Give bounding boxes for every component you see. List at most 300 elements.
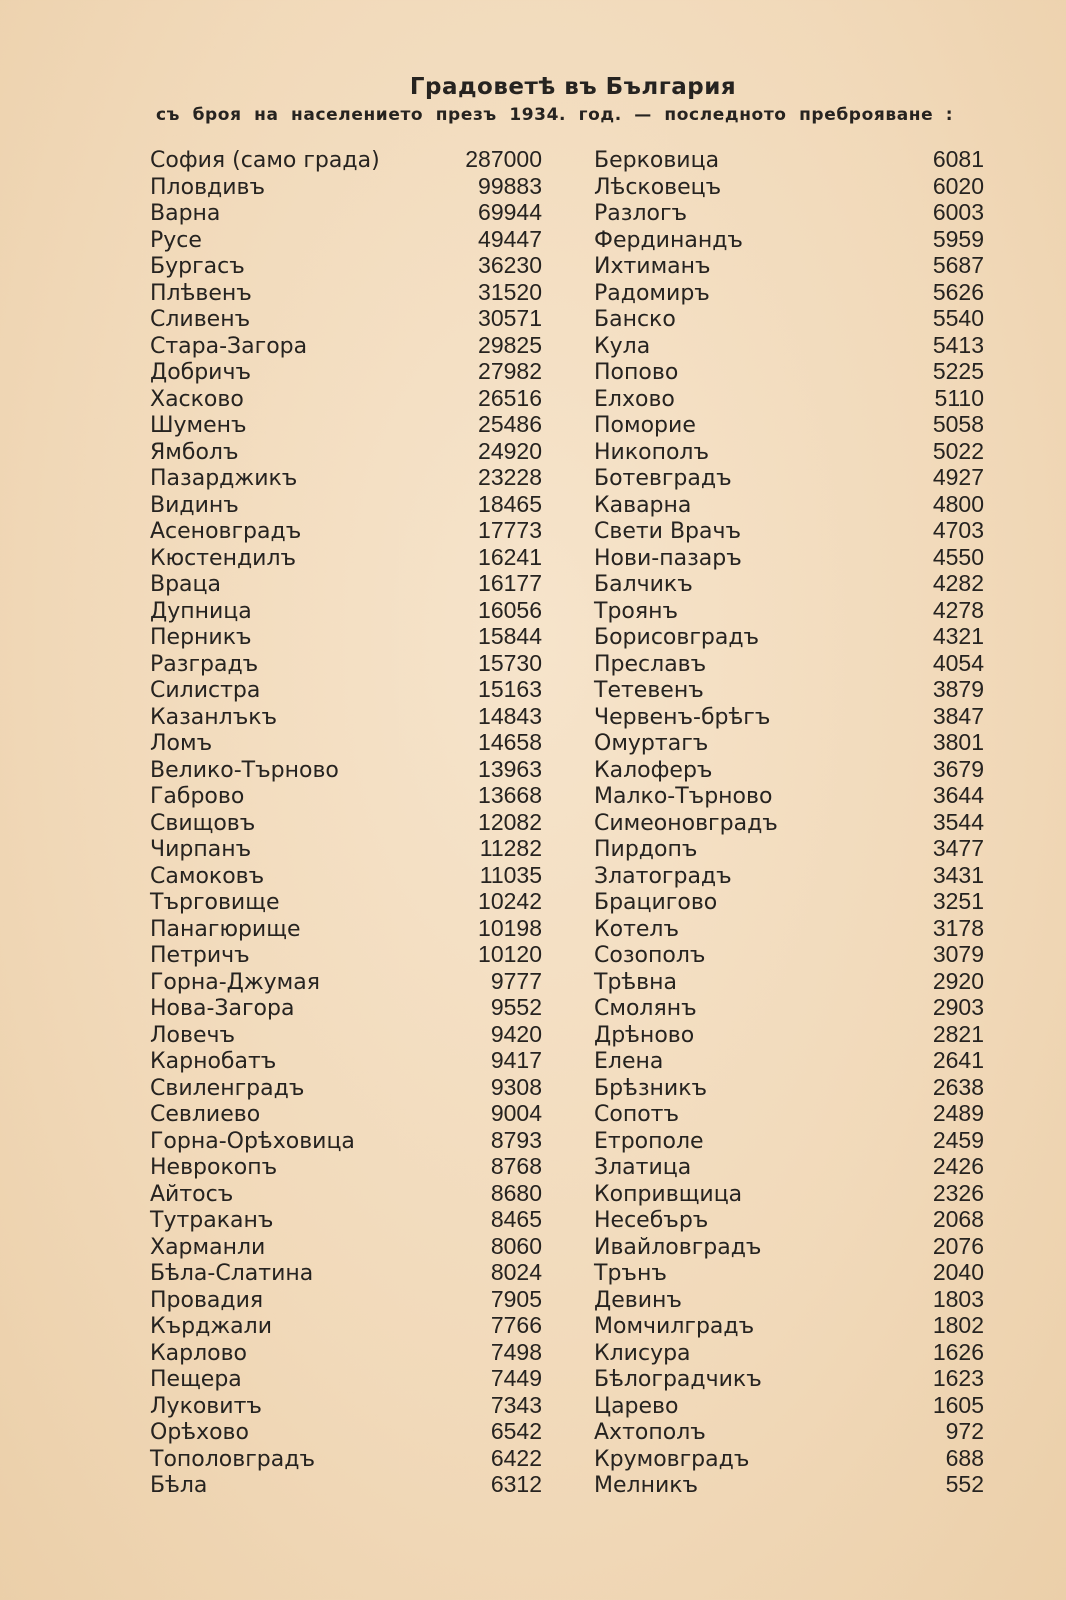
city-population: 4054	[932, 649, 984, 676]
city-name: Бѣлоградчикъ	[594, 1367, 762, 1392]
city-name: Карнобатъ	[150, 1049, 277, 1074]
city-name: Несебъръ	[594, 1208, 709, 1233]
city-row	[150, 623, 542, 650]
page-subtitle: съ броя на населението презъ 1934. год. — последното преброяване :	[156, 105, 954, 125]
city-name: Крумовградъ	[594, 1446, 750, 1472]
city-row	[150, 597, 542, 624]
city-population: 5022	[932, 437, 984, 464]
city-row	[150, 1206, 542, 1233]
city-row	[594, 1445, 984, 1472]
city-row	[594, 1286, 984, 1313]
city-name: Велико-Търново	[150, 757, 339, 783]
city-row	[150, 729, 542, 756]
city-row	[150, 1100, 542, 1127]
city-row	[594, 650, 984, 677]
city-population: 8793	[490, 1126, 542, 1153]
city-name: Каварна	[594, 492, 692, 518]
city-name: Нови-пазаръ	[594, 545, 742, 571]
city-row	[150, 544, 542, 571]
city-population: 9417	[490, 1047, 542, 1073]
city-population: 2489	[932, 1100, 984, 1126]
city-population: 10242	[478, 888, 542, 914]
city-row	[150, 570, 542, 597]
city-row	[150, 146, 542, 173]
city-population: 11035	[479, 861, 542, 888]
city-name: Асеновградъ	[150, 519, 302, 544]
city-population: 2920	[932, 967, 984, 994]
city-name: Котелъ	[594, 916, 680, 942]
city-name: Преславъ	[594, 651, 707, 677]
city-population: 8465	[490, 1206, 542, 1232]
city-population: 3079	[932, 941, 984, 967]
city-name: Червенъ-брѣгъ	[594, 704, 771, 730]
city-population: 1626	[932, 1338, 984, 1365]
city-row	[150, 703, 542, 730]
city-name: Айтосъ	[150, 1181, 234, 1207]
city-name: Пловдивъ	[150, 174, 266, 200]
city-name: Малко-Търново	[594, 784, 773, 809]
city-name: Ивайловградъ	[594, 1234, 762, 1260]
city-name: Силистра	[150, 678, 261, 703]
city-population: 36230	[478, 252, 542, 278]
city-name: Омуртагъ	[594, 731, 709, 756]
city-row	[150, 1180, 542, 1207]
city-row	[150, 1127, 542, 1154]
city-row	[594, 517, 984, 544]
city-name: Горна-Джумая	[150, 969, 320, 995]
left-city-list	[150, 146, 542, 1498]
city-row	[150, 1259, 542, 1286]
city-population: 1802	[932, 1312, 984, 1338]
city-name: Пещера	[150, 1367, 242, 1392]
city-population: 4321	[932, 623, 984, 649]
city-population: 688	[945, 1444, 984, 1471]
city-population: 2326	[932, 1179, 984, 1206]
city-row	[150, 332, 542, 359]
city-name: Тутраканъ	[150, 1208, 274, 1233]
city-population: 6020	[932, 172, 984, 199]
city-row	[594, 968, 984, 995]
city-population: 31520	[478, 278, 542, 305]
city-row	[594, 279, 984, 306]
city-row	[594, 1418, 984, 1445]
city-row	[150, 385, 542, 412]
city-row	[594, 464, 984, 491]
city-row	[594, 146, 984, 173]
city-row	[150, 650, 542, 677]
city-row	[150, 1392, 542, 1419]
city-population: 2459	[932, 1126, 984, 1153]
city-name: Свети Врачъ	[594, 519, 742, 544]
city-population: 18465	[478, 490, 542, 517]
city-row	[150, 411, 542, 438]
city-population: 9308	[490, 1073, 542, 1100]
city-name: Клисура	[594, 1340, 691, 1366]
city-population: 5626	[932, 278, 984, 305]
city-row	[594, 173, 984, 200]
city-name: Лѣсковецъ	[594, 174, 722, 200]
city-population: 5110	[934, 384, 984, 411]
city-row	[150, 252, 542, 279]
city-name: Свиленградъ	[150, 1075, 305, 1101]
city-name: Царево	[594, 1393, 679, 1419]
city-name: Шуменъ	[150, 413, 247, 438]
city-population: 9777	[490, 967, 542, 994]
city-name: Хасково	[150, 386, 244, 412]
city-population: 2903	[932, 994, 984, 1020]
city-population: 8680	[490, 1179, 542, 1206]
city-row	[150, 438, 542, 465]
city-population: 3544	[932, 808, 984, 835]
city-row	[594, 411, 984, 438]
city-population: 287000	[465, 146, 542, 172]
city-row	[594, 597, 984, 624]
city-population: 3679	[932, 755, 984, 782]
city-name: Ботевградъ	[594, 466, 732, 491]
city-name: Перникъ	[150, 625, 252, 650]
city-row	[150, 1312, 542, 1339]
city-name: Дрѣново	[594, 1022, 695, 1048]
city-row	[594, 1259, 984, 1286]
city-name: Неврокопъ	[150, 1155, 278, 1180]
city-name: Разлогъ	[594, 201, 688, 226]
city-population: 7905	[490, 1285, 542, 1312]
city-row	[150, 1047, 542, 1074]
city-name: Добричъ	[150, 360, 252, 385]
city-population: 3251	[932, 888, 984, 914]
city-name: Ямболъ	[150, 439, 239, 465]
city-name: Фердинандъ	[594, 227, 743, 253]
city-name: Ловечъ	[150, 1022, 236, 1048]
city-name: Момчилградъ	[594, 1314, 755, 1339]
city-name: Смолянъ	[594, 996, 697, 1021]
city-population: 5225	[932, 358, 984, 384]
city-name: Копривщица	[594, 1181, 743, 1207]
city-population: 5959	[932, 225, 984, 252]
city-row	[594, 676, 984, 703]
city-row	[150, 835, 542, 862]
city-name: Провадия	[150, 1287, 264, 1313]
city-row	[150, 358, 542, 385]
city-row	[150, 1286, 542, 1313]
city-row	[594, 358, 984, 385]
city-population: 27982	[478, 358, 542, 384]
city-population: 1623	[932, 1365, 984, 1391]
city-population: 5540	[932, 305, 984, 331]
city-row	[150, 279, 542, 306]
city-row	[150, 888, 542, 915]
city-population: 7766	[490, 1312, 542, 1338]
city-population: 552	[945, 1471, 984, 1497]
city-row	[150, 226, 542, 253]
city-row	[150, 1365, 542, 1392]
city-name: Балчикъ	[594, 572, 693, 597]
city-name: Ломъ	[150, 731, 213, 756]
city-population: 4927	[932, 464, 984, 490]
city-name: Попово	[594, 360, 679, 385]
city-population: 3879	[932, 676, 984, 702]
city-row	[150, 305, 542, 332]
city-name: Борисовградъ	[594, 625, 760, 650]
city-population: 15163	[478, 676, 542, 702]
city-name: Луковитъ	[150, 1393, 262, 1419]
city-row	[150, 915, 542, 942]
city-row	[594, 1047, 984, 1074]
city-name: Ахтополъ	[594, 1420, 706, 1445]
city-name: Казанлъкъ	[150, 704, 278, 730]
city-row	[150, 464, 542, 491]
city-population: 30571	[478, 305, 542, 331]
city-name: Стара-Загора	[150, 333, 308, 359]
city-name: Пирдопъ	[594, 837, 698, 862]
city-population: 3801	[932, 729, 984, 755]
city-row	[594, 1365, 984, 1392]
city-population: 5058	[932, 411, 984, 437]
city-row	[594, 782, 984, 809]
city-population: 99883	[478, 172, 542, 199]
city-population: 5687	[932, 252, 984, 278]
city-population: 2426	[932, 1153, 984, 1179]
city-row	[594, 1233, 984, 1260]
city-name: Карлово	[150, 1340, 248, 1366]
city-row	[594, 888, 984, 915]
city-name: Сливенъ	[150, 307, 251, 332]
city-population: 14843	[478, 702, 542, 729]
city-name: Кула	[594, 333, 651, 359]
city-population: 2068	[932, 1206, 984, 1232]
city-name: Брацигово	[594, 890, 718, 915]
city-row	[594, 332, 984, 359]
city-name: Никополъ	[594, 439, 710, 465]
city-name: Свищовъ	[150, 810, 256, 836]
city-population: 12082	[478, 808, 542, 835]
city-population: 7343	[490, 1391, 542, 1418]
city-name: Русе	[150, 227, 202, 253]
city-population: 49447	[478, 225, 542, 252]
city-row	[594, 835, 984, 862]
city-name: Трѣвна	[594, 969, 678, 995]
city-row	[594, 994, 984, 1021]
city-population: 23228	[478, 464, 542, 490]
city-row	[594, 862, 984, 889]
city-row	[594, 809, 984, 836]
city-name: Нова-Загора	[150, 996, 295, 1021]
city-population: 4550	[932, 543, 984, 570]
city-row	[150, 756, 542, 783]
city-name: Пазарджикъ	[150, 466, 298, 491]
city-row	[594, 1471, 984, 1498]
city-population: 2076	[932, 1232, 984, 1259]
city-population: 24920	[478, 437, 542, 464]
city-population: 15730	[478, 649, 542, 676]
city-population: 2638	[932, 1073, 984, 1100]
city-name: Ихтиманъ	[594, 254, 711, 279]
city-name: Горна-Орѣховица	[150, 1128, 355, 1154]
city-name: Етрополе	[594, 1128, 704, 1154]
city-population: 16056	[478, 596, 542, 623]
city-population: 1605	[932, 1391, 984, 1418]
city-name: Девинъ	[594, 1287, 682, 1313]
city-name: Златоградъ	[594, 863, 732, 889]
city-population: 3178	[932, 914, 984, 941]
city-name: Созополъ	[594, 943, 706, 968]
city-row	[150, 782, 542, 809]
city-name: Брѣзникъ	[594, 1075, 708, 1101]
city-name: Харманли	[150, 1234, 266, 1260]
city-population: 2040	[932, 1259, 984, 1285]
city-row	[594, 756, 984, 783]
city-population: 16177	[478, 570, 542, 596]
city-row	[594, 1339, 984, 1366]
city-name: Тетевенъ	[594, 678, 704, 703]
city-name: Берковица	[594, 148, 720, 173]
city-row	[150, 517, 542, 544]
city-name: Кюстендилъ	[150, 545, 297, 571]
city-row	[594, 941, 984, 968]
city-row	[594, 305, 984, 332]
city-row	[594, 385, 984, 412]
city-name: Мелникъ	[594, 1473, 699, 1498]
city-row	[594, 491, 984, 518]
city-name: Бѣла-Слатина	[150, 1261, 314, 1286]
city-row	[150, 809, 542, 836]
city-population: 6542	[490, 1418, 542, 1444]
city-name: Панагюрище	[150, 916, 301, 942]
city-row	[594, 570, 984, 597]
city-row	[150, 1074, 542, 1101]
city-row	[594, 1127, 984, 1154]
city-row	[150, 1021, 542, 1048]
city-name: Видинъ	[150, 492, 239, 518]
city-population: 6422	[490, 1444, 542, 1471]
city-row	[594, 703, 984, 730]
city-population: 4278	[932, 596, 984, 623]
right-city-list	[594, 146, 984, 1498]
city-row	[150, 199, 542, 226]
city-population: 14658	[478, 729, 542, 755]
city-row	[594, 1074, 984, 1101]
city-population: 972	[945, 1418, 984, 1444]
city-population: 3644	[932, 782, 984, 808]
city-row	[594, 544, 984, 571]
city-row	[594, 623, 984, 650]
city-population: 6003	[932, 199, 984, 225]
city-population: 10198	[478, 914, 542, 941]
city-name: Златица	[594, 1155, 692, 1180]
city-population: 4800	[932, 490, 984, 517]
city-name: Дупница	[150, 598, 252, 624]
city-name: Елхово	[594, 386, 675, 412]
city-population: 1803	[932, 1285, 984, 1312]
city-name: Банско	[594, 307, 676, 332]
city-row	[150, 491, 542, 518]
city-row	[594, 252, 984, 279]
city-name: Троянъ	[594, 598, 679, 624]
city-name: Тополовградъ	[150, 1446, 315, 1472]
city-row	[150, 1418, 542, 1445]
city-population: 8768	[490, 1153, 542, 1179]
city-name: Радомиръ	[594, 280, 710, 306]
city-name: Варна	[150, 201, 221, 226]
city-row	[150, 1445, 542, 1472]
city-name: Бѣла	[150, 1473, 208, 1498]
city-population: 8024	[490, 1259, 542, 1285]
city-population: 4282	[932, 570, 984, 596]
city-name: Поморие	[594, 413, 696, 438]
city-name: Враца	[150, 572, 221, 597]
city-population: 29825	[478, 331, 542, 358]
city-name: Чирпанъ	[150, 837, 252, 862]
city-population: 4703	[932, 517, 984, 543]
city-population: 9004	[490, 1100, 542, 1126]
city-row	[150, 1153, 542, 1180]
city-name: Калоферъ	[594, 757, 713, 783]
city-population: 8060	[490, 1232, 542, 1259]
city-row	[594, 438, 984, 465]
city-population: 6081	[932, 146, 984, 172]
city-row	[150, 676, 542, 703]
city-row	[594, 1021, 984, 1048]
city-population: 17773	[478, 517, 542, 543]
city-population: 11282	[479, 835, 542, 861]
city-population: 7449	[490, 1365, 542, 1391]
city-population: 10120	[478, 941, 542, 967]
city-name: Кърджали	[150, 1314, 272, 1339]
city-row	[150, 173, 542, 200]
city-row	[594, 1100, 984, 1127]
city-name: Сопотъ	[594, 1102, 680, 1127]
city-population: 69944	[478, 199, 542, 225]
city-name: Петричъ	[150, 943, 250, 968]
city-name: Севлиево	[150, 1102, 261, 1127]
city-row	[150, 994, 542, 1021]
page-title: Градоветѣ въ България	[409, 74, 737, 100]
city-row	[150, 1233, 542, 1260]
city-row	[150, 968, 542, 995]
city-name: София (само града)	[150, 148, 380, 173]
city-name: Търговище	[150, 890, 280, 915]
city-row	[150, 941, 542, 968]
city-population: 7498	[490, 1338, 542, 1365]
city-population: 3431	[932, 861, 984, 888]
city-population: 13963	[478, 755, 542, 782]
city-population: 9552	[490, 994, 542, 1020]
city-name: Разградъ	[150, 651, 259, 677]
city-row	[150, 1471, 542, 1498]
city-population: 3847	[932, 702, 984, 729]
city-name: Елена	[594, 1049, 664, 1074]
city-population: 2641	[932, 1047, 984, 1073]
city-population: 6312	[490, 1471, 542, 1497]
city-row	[594, 1312, 984, 1339]
city-row	[594, 1153, 984, 1180]
city-name: Габрово	[150, 784, 245, 809]
city-row	[594, 1392, 984, 1419]
city-population: 16241	[478, 543, 542, 570]
city-name: Орѣхово	[150, 1420, 249, 1445]
city-name: Симеоновградъ	[594, 810, 778, 836]
city-row	[594, 1206, 984, 1233]
city-name: Плѣвенъ	[150, 280, 252, 306]
city-row	[594, 1180, 984, 1207]
city-population: 3477	[932, 835, 984, 861]
city-population: 25486	[478, 411, 542, 437]
city-row	[594, 915, 984, 942]
city-population: 5413	[932, 331, 984, 358]
city-population: 2821	[932, 1020, 984, 1047]
city-population: 15844	[478, 623, 542, 649]
city-row	[150, 862, 542, 889]
